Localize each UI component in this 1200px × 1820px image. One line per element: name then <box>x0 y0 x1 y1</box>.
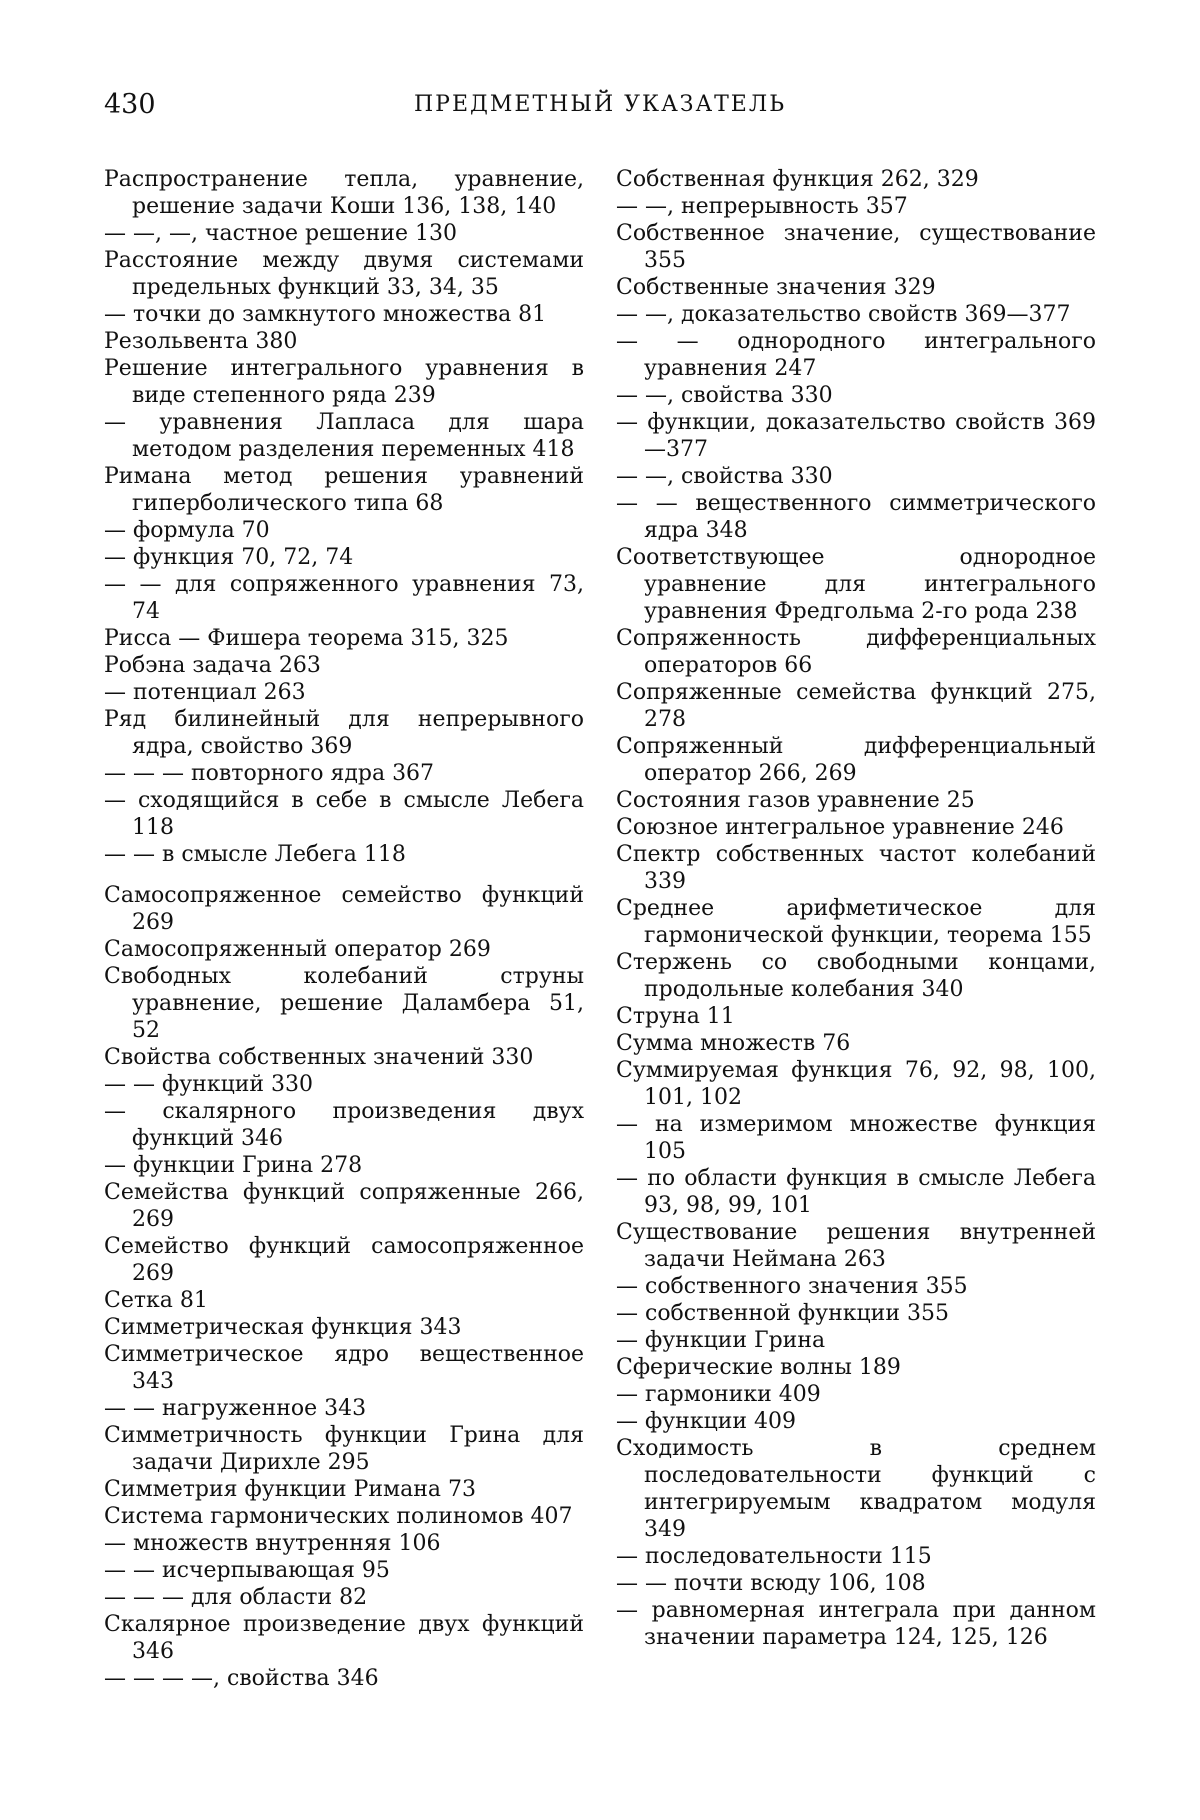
index-entry: — —, доказательство свойств 369—377 <box>616 302 1071 327</box>
index-entry: — равномерная интеграла при данном значении параметра 124, 125, 126 <box>616 1598 1096 1650</box>
index-entry: Симметрия функции Римана 73 <box>104 1477 477 1502</box>
index-entry: Семейство функций самосопряженное 269 <box>104 1234 584 1286</box>
index-entry: Свободных колебаний струны уравнение, решение Даламбера 51, 52 <box>104 964 584 1043</box>
index-entry: Самосопряженное семейство функций 269 <box>104 883 584 935</box>
index-entry: Состояния газов уравнение 25 <box>616 788 975 813</box>
index-entry: Стержень со свободными концами, продольные колебания 340 <box>616 950 1096 1002</box>
index-entry: — функции Грина <box>616 1328 826 1353</box>
index-entry: Рисса — Фишера теорема 315, 325 <box>104 626 509 651</box>
index-entry: Сферические волны 189 <box>616 1355 901 1380</box>
index-entry: Союзное интегральное уравнение 246 <box>616 815 1064 840</box>
index-entry: — точки до замкнутого множества 81 <box>104 302 547 327</box>
index-entry: Сопряженность дифференциальных операторов 66 <box>616 626 1096 678</box>
index-entry: — собственной функции 355 <box>616 1301 949 1326</box>
index-entry: Собственное значение, существование 355 <box>616 221 1096 273</box>
index-entry: — — исчерпывающая 95 <box>104 1558 390 1583</box>
index-entry: Сопряженный дифференциальный оператор 266, 269 <box>616 734 1096 786</box>
index-entry: — гармоники 409 <box>616 1382 821 1407</box>
index-entry: Робэна задача 263 <box>104 653 321 678</box>
index-entry: — множеств внутренняя 106 <box>104 1531 441 1556</box>
index-entry: — по области функция в смысле Лебега 93, 98, 99, 101 <box>616 1166 1096 1218</box>
index-entry: Симметрическое ядро вещественное 343 <box>104 1342 584 1394</box>
page-number: 430 <box>104 88 156 120</box>
index-entry: — — в смысле Лебега 118 <box>104 842 406 867</box>
index-entry: — —, непрерывность 357 <box>616 194 908 219</box>
index-entry: Существование решения внутренней задачи Неймана 263 <box>616 1220 1096 1272</box>
index-entry: — — нагруженное 343 <box>104 1396 367 1421</box>
index-entry: Расстояние между двумя системами предельных функций 33, 34, 35 <box>104 248 584 300</box>
index-entry: — функции 409 <box>616 1409 797 1434</box>
index-entry: Резольвента 380 <box>104 329 298 354</box>
index-entry: Семейства функций сопряженные 266, 269 <box>104 1180 584 1232</box>
index-entry: — — однородного интегрального уравнения 247 <box>616 329 1096 381</box>
index-entry: — формула 70 <box>104 518 270 543</box>
index-entry: — функция 70, 72, 74 <box>104 545 354 570</box>
index-entry: — на измеримом множестве функция 105 <box>616 1112 1096 1164</box>
index-entry: — последовательности 115 <box>616 1544 932 1569</box>
index-entry: Собственная функция 262, 329 <box>616 167 979 192</box>
index-entry: Симметрическая функция 343 <box>104 1315 462 1340</box>
index-entry: — — — —, свойства 346 <box>104 1666 379 1691</box>
index-entry: Решение интегрального уравнения в виде степенного ряда 239 <box>104 356 584 408</box>
index-entry: Ряд билинейный для непрерывного ядра, свойство 369 <box>104 707 584 759</box>
index-entry: Среднее арифметическое для гармонической функции, теорема 155 <box>616 896 1096 948</box>
index-entry: Струна 11 <box>616 1004 735 1029</box>
page-header <box>104 84 1096 124</box>
index-entry: Соответствующее однородное уравнение для интегрального уравнения Фредгольма 2-го рода 238 <box>616 545 1096 624</box>
index-entry: Сумма множеств 76 <box>616 1031 851 1056</box>
index-entry: — — функций 330 <box>104 1072 314 1097</box>
index-entry: — — вещественного симметрического ядра 348 <box>616 491 1096 543</box>
index-entry: Собственные значения 329 <box>616 275 936 300</box>
index-entry: — функции, доказательство свойств 369—377 <box>616 410 1096 462</box>
index-entry: — —, свойства 330 <box>616 383 833 408</box>
index-entry: — уравнения Лапласа для шара методом разделения переменных 418 <box>104 410 584 462</box>
index-entry: — — — для области 82 <box>104 1585 368 1610</box>
index-entry: — — почти всюду 106, 108 <box>616 1571 926 1596</box>
index-entry: Свойства собственных значений 330 <box>104 1045 534 1070</box>
index-entry: — — для сопряженного уравнения 73, 74 <box>104 572 584 624</box>
index-column-left <box>104 166 584 1692</box>
index-entry: Самосопряженный оператор 269 <box>104 937 491 962</box>
index-entry: Симметричность функции Грина для задачи Дирихле 295 <box>104 1423 584 1475</box>
running-title: ПРЕДМЕТНЫЙ УКАЗАТЕЛЬ <box>413 91 787 117</box>
index-entry: Сетка 81 <box>104 1288 208 1313</box>
index-entry: — потенциал 263 <box>104 680 306 705</box>
index-entry: Скалярное произведение двух функций 346 <box>104 1612 584 1664</box>
index-entry: Распространение тепла, уравнение, решение задачи Коши 136, 138, 140 <box>104 167 584 219</box>
index-entry: — скалярного произведения двух функций 346 <box>104 1099 584 1151</box>
index-entry: — —, свойства 330 <box>616 464 833 489</box>
index-entry: Система гармонических полиномов 407 <box>104 1504 573 1529</box>
index-column-right <box>616 166 1096 1651</box>
index-entry: Римана метод решения уравнений гиперболического типа 68 <box>104 464 584 516</box>
index-entry: — —, —, частное решение 130 <box>104 221 457 246</box>
index-entry: — сходящийся в себе в смысле Лебега 118 <box>104 788 584 840</box>
index-entry: Суммируемая функция 76, 92, 98, 100, 101, 102 <box>616 1058 1096 1110</box>
index-entry: — функции Грина 278 <box>104 1153 363 1178</box>
index-entry: Сходимость в среднем последовательности функций с интегрируемым квадратом модуля 349 <box>616 1436 1096 1542</box>
index-entry: Спектр собственных частот колебаний 339 <box>616 842 1096 894</box>
index-entry: — собственного значения 355 <box>616 1274 968 1299</box>
index-entry: — — — повторного ядра 367 <box>104 761 435 786</box>
index-entry: Сопряженные семейства функций 275, 278 <box>616 680 1096 732</box>
